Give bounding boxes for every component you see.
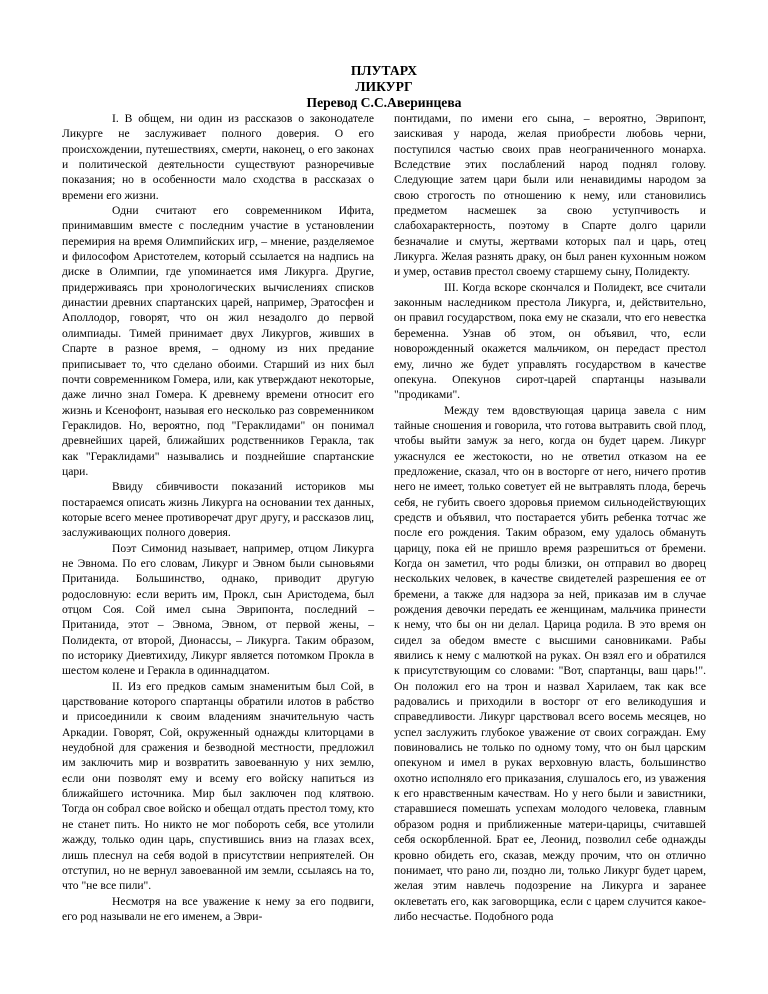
paragraph: Ввиду сбивчивости показаний историков мы постараемся описать жизнь Ликурга на основании тех данных, которые всего менее противоречат друг другу, и рассказов лиц, заслуживающих полного доверия.: [62, 480, 374, 540]
paragraph: Одни считают его современником Ифита, принимавшим вместе с последним участие в установлении перемирия на время Олимпийских игр, – мнение, разделяемое и философом Аристотелем, который ссылается на надпись на диске в Олимпии, где упоминается имя Ликурга. Другие, придерживаясь при хронологических вычислениях списков династии древних спартанских царей, например, Эратосфен и Аполлодор, говорят, что он жил незадолго до первой олимпиады. Тимей принимает двух Ликургов, живших в Спарте в разное время, – одному из них предание приписывает то, что сделано обоими. Старший из них был почти современником Гомера, или, как утверждают некоторые, даже лично знал Гомера. К древнему времени относит его жизнь и Ксенофонт, называя его несколько раз современником Гераклидов. Но, вероятно, под "Гераклидами" он понимал древнейших царей, ближайших родственников Геракла, так как "Гераклидами" назывались и позднейшие спартанские цари.: [62, 204, 374, 478]
paragraph: III. Когда вскоре скончался и Полидект, все считали законным наследником престола Ликурга, и, действительно, он правил государством, пока ему не сказали, что его невестка беременна. Узнав об этом, он объявил, что, если новорожденный окажется мальчиком, он передаст престол ему, лично же будет управлять государством в качестве опекуна. Опекунов сирот-царей спартанцы называли "продиками".: [394, 280, 706, 402]
paragraph: I. В общем, ни один из рассказов о законодателе Ликурге не заслуживает полного доверия. О его происхождении, путешествиях, смерти, наконец, о его законах и политической деятельности существуют разноречивые показания; но в особенности мало сходства в рассказах о времени его жизни.: [62, 112, 374, 202]
paragraph: Несмотря на все уважение к нему за его подвиги, его род называли не его именем, а Эври-: [62, 894, 374, 923]
left-column: [62, 111, 374, 924]
paragraph-continuation: понтидами, по имени его сына, – вероятно, Эврипонт, заискивая у народа, желая приобрести любовь черни, поступился частью своих прав неограниченного монарха. Вследствие этих послаблений народ поднял голову. Следующие затем цари были или ненавидимы народом за свою строгость по отношению к нему, или становились предметом насмешек за свою уступчивость и слабохарактерность, поэтому в Спарте долго царили безначалие и смуты, жертвами которых пал и царь, отец Ликурга. Желая разнять драку, он был ранен кухонным ножом и умер, оставив престол своему старшему сыну, Полидекту.: [394, 112, 706, 279]
translator-line: Перевод С.С.Аверинцева: [306, 95, 462, 110]
title-block: [62, 63, 706, 111]
document-page: [62, 63, 706, 924]
right-column: [394, 111, 706, 924]
author-heading: ПЛУТАРХ: [350, 63, 418, 78]
paragraph: Поэт Симонид называет, например, отцом Ликурга не Эвнома. По его словам, Ликург и Эвном были сыновьями Пританида. Большинство, однако, приводит другую родословную: если верить им, Прокл, сын Аристодема, был отцом Соя. Сой имел сына Эврипонта, последний – Пританида, этот – Эвнома, Эвном, от первой жены, – Полидекта, от второй, Дионассы, – Ликурга. Таким образом, по историку Диевтихиду, Ликург является потомком Прокла в шестом колене и Геракла в одиннадцатом.: [62, 541, 374, 678]
paragraph: Между тем вдовствующая царица завела с ним тайные сношения и говорила, что готова вытравить свой плод, чтобы выйти замуж за него, когда он будет царем. Ликург ужаснулся ее жестокости, но не ответил отказом на ее предложение, сказал, что он в восторге от него, ничего против него не имеет, только советует ей не вытравлять плода, беречь себя, не губить своего здоровья приемом сильнодействующих средств и объявил, что постарается убить ребенка тотчас же после его рождения. Таким образом, ему удалось обмануть царицу, пока ей не пришло время разрешиться от бремени. Когда он заметил, что роды близки, он отправил во дворец нескольких человек, в качестве свидетелей разрешения ее от бремени, а также для надзора за ней, приказав им в случае рождения девочки передать ее женщинам, мальчика принести к нему, что бы он ни делал. Царица родила. В это время он сидел за обедом вместе с высшими сановниками. Рабы явились к нему с малюткой на руках. Он взял его и обратился к присутствующим со словами: "Вот, спартанцы, ваш царь!". Он положил его на трон и назвал Харилаем, так как все радовались и приходили в восторг от его великодушия и справедливости. Ликург царствовал всего восемь месяцев, но успел заслужить глубокое уважение от своих сограждан. Ему повиновались не только по одному тому, что он был царским опекуном и имел в руках верховную власть, большинство охотно исполняло его приказания, слушалось его, из уважения к его нравственным качествам. Но у него были и завистники, старавшиеся помешать успехам молодого человека, главным образом родня и приближенные матери-царицы, считавшей себя оскорбленной. Брат ее, Леонид, позволил себе однажды кровно обидеть его, сказав, между прочим, что он отлично понимает, что рано ли, поздно ли, только Ликург будет царем, желая этим навлечь подозрение на Ликурга и заранее оклеветать его, как заговорщика, если с царем случится какое-либо несчастье. Подобного рода: [394, 403, 706, 923]
work-title: ЛИКУРГ: [355, 79, 413, 94]
paragraph: II. Из его предков самым знаменитым был Сой, в царствование которого спартанцы обратили илотов в рабство и присоединили к своим владениям значительную часть Аркадии. Говорят, Сой, окруженный однажды клиторцами в неудобной для сражения и безводной местности, предложил им заключить мир и возвратить завоеванную у них землю, если они позволят ему и всему его войску напиться из ближайшего источника. Мир был заключен под клятвою. Тогда он собрал свое войско и обещал отдать престол тому, кто не станет пить. Но никто не мог побороть себя, все утолили жажду, только один царь, спустившись вниз на глазах всех, лишь плеснул на себя водой в присутствии неприятелей. Он отступил, но не вернул завоеванной им земли, ссылаясь на то, что "не все пили".: [62, 679, 374, 893]
text-columns: [62, 111, 706, 924]
